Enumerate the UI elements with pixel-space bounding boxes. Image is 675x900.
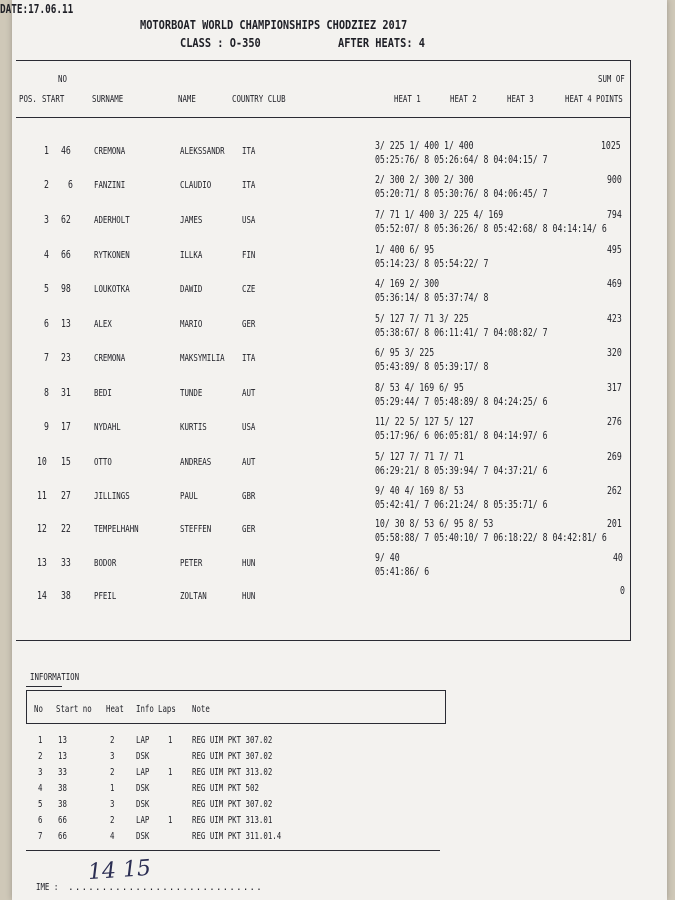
row-pos: 9 <box>43 421 49 433</box>
row-heat-times: 05:52:07/ 8 05:36:26/ 8 05:42:68/ 8 04:14:14/ 6 <box>375 223 607 235</box>
row-surname: ADERHOLT <box>94 215 130 226</box>
row-name: STEFFEN <box>180 524 212 535</box>
row-points: 262 <box>607 485 622 497</box>
info-row-info: LAP <box>136 815 150 826</box>
info-row-no: 3 <box>38 767 43 778</box>
row-surname: TEMPELHAHN <box>94 524 139 535</box>
row-pos: 14 <box>37 590 48 602</box>
row-heat-positions: 6/ 95 3/ 225 <box>375 347 435 359</box>
info-row-laps: 1 <box>168 815 173 826</box>
divider <box>26 686 62 687</box>
row-start: 23 <box>61 352 72 364</box>
row-surname: NYDAHL <box>94 422 121 433</box>
info-row-no: 1 <box>38 735 43 746</box>
info-row-note: REG UIM PKT 502 <box>192 783 259 794</box>
row-start: 66 <box>61 249 72 261</box>
time-dotted-line: ............................. <box>68 882 263 893</box>
row-points: 317 <box>607 382 622 394</box>
col-sum-top: SUM OF <box>598 74 625 85</box>
info-row-start: 38 <box>58 799 67 810</box>
row-country: HUN <box>242 591 256 602</box>
row-start: 17 <box>61 421 72 433</box>
info-row-note: REG UIM PKT 307.02 <box>192 751 273 762</box>
row-heat-positions: 5/ 127 7/ 71 7/ 71 <box>375 451 464 463</box>
row-name: ZOLTAN <box>180 591 207 602</box>
row-points: 201 <box>607 518 622 530</box>
row-name: DAWID <box>180 284 203 295</box>
row-pos: 8 <box>43 387 49 399</box>
row-pos: 13 <box>37 557 48 569</box>
row-surname: OTTO <box>94 457 112 468</box>
info-col-note: Note <box>192 704 210 715</box>
row-name: MARIO <box>180 319 203 330</box>
info-row-no: 7 <box>38 831 43 842</box>
row-country: AUT <box>242 457 256 468</box>
info-row-info: LAP <box>136 735 150 746</box>
col-heat4: HEAT 4 <box>565 94 592 105</box>
row-start: 27 <box>61 490 72 502</box>
row-name: PAUL <box>180 491 198 502</box>
row-heat-positions: 1/ 400 6/ 95 <box>375 244 435 256</box>
info-row-start: 38 <box>58 783 67 794</box>
row-points: 0 <box>619 585 625 597</box>
row-start: 22 <box>61 523 72 535</box>
col-heat1: HEAT 1 <box>394 94 421 105</box>
divider <box>16 640 631 641</box>
row-surname: CREMONA <box>94 146 126 157</box>
row-heat-times: 05:58:88/ 7 05:40:10/ 7 06:18:22/ 8 04:42:81/ 6 <box>375 532 607 544</box>
info-col-info: Info <box>136 704 154 715</box>
date-label: DATE:17.06.11 <box>0 2 74 16</box>
row-pos: 3 <box>43 214 49 226</box>
row-name: JAMES <box>180 215 203 226</box>
col-surname: SURNAME <box>92 94 124 105</box>
info-row-note: REG UIM PKT 311.01.4 <box>192 831 282 842</box>
row-points: 423 <box>607 313 622 325</box>
row-name: ALEKSSANDR <box>180 146 225 157</box>
info-row-info: DSK <box>136 783 150 794</box>
row-country: USA <box>242 215 256 226</box>
info-col-laps: Laps <box>158 704 176 715</box>
info-row-info: DSK <box>136 751 150 762</box>
row-start: 15 <box>61 456 72 468</box>
info-row-heat: 3 <box>110 799 115 810</box>
row-country: ITA <box>242 180 256 191</box>
info-col-start: Start no <box>56 704 92 715</box>
row-start: 33 <box>61 557 72 569</box>
row-points: 40 <box>613 552 624 564</box>
row-heat-times: 05:42:41/ 7 06:21:24/ 8 05:35:71/ 6 <box>375 499 548 511</box>
col-points: POINTS <box>596 94 623 105</box>
row-heat-times: 05:29:44/ 7 05:48:89/ 8 04:24:25/ 6 <box>375 396 548 408</box>
divider <box>26 850 440 851</box>
row-points: 269 <box>607 451 622 463</box>
time-label: IME : <box>36 882 59 893</box>
row-name: KURTIS <box>180 422 207 433</box>
row-pos: 11 <box>37 490 48 502</box>
row-name: ILLKA <box>180 250 203 261</box>
row-start: 46 <box>61 145 72 157</box>
divider <box>16 117 631 118</box>
info-col-heat: Heat <box>106 704 124 715</box>
info-row-start: 13 <box>58 735 67 746</box>
row-points: 900 <box>607 174 622 186</box>
row-heat-positions: 10/ 30 8/ 53 6/ 95 8/ 53 <box>375 518 494 530</box>
row-heat-times: 05:38:67/ 8 06:11:41/ 7 04:08:82/ 7 <box>375 327 548 339</box>
col-pos: POS. <box>19 94 37 105</box>
row-heat-positions: 7/ 71 1/ 400 3/ 225 4/ 169 <box>375 209 504 221</box>
row-start: 38 <box>61 590 72 602</box>
row-surname: CREMONA <box>94 353 126 364</box>
row-name: MAKSYMILIA <box>180 353 225 364</box>
row-surname: BODOR <box>94 558 117 569</box>
row-heat-positions: 8/ 53 4/ 169 6/ 95 <box>375 382 464 394</box>
info-row-heat: 2 <box>110 767 115 778</box>
row-heat-positions: 2/ 300 2/ 300 2/ 300 <box>375 174 474 186</box>
row-heat-times: 06:29:21/ 8 05:39:94/ 7 04:37:21/ 6 <box>375 465 548 477</box>
info-row-start: 13 <box>58 751 67 762</box>
row-surname: RYTKONEN <box>94 250 130 261</box>
row-pos: 6 <box>43 318 49 330</box>
info-col-no: No <box>34 704 43 715</box>
info-row-info: LAP <box>136 767 150 778</box>
info-row-laps: 1 <box>168 767 173 778</box>
row-name: TUNDE <box>180 388 203 399</box>
row-points: 469 <box>607 278 622 290</box>
col-heat3: HEAT 3 <box>507 94 534 105</box>
row-start: 13 <box>61 318 72 330</box>
info-row-note: REG UIM PKT 307.02 <box>192 799 273 810</box>
information-title: INFORMATION <box>30 672 80 683</box>
col-name: NAME <box>178 94 196 105</box>
class-label: CLASS : O-350 <box>180 36 261 50</box>
col-no-top: NO <box>58 74 67 85</box>
row-pos: 4 <box>43 249 49 261</box>
row-start: 62 <box>61 214 72 226</box>
row-country: USA <box>242 422 256 433</box>
row-surname: PFEIL <box>94 591 117 602</box>
row-name: ANDREAS <box>180 457 212 468</box>
row-pos: 2 <box>43 179 49 191</box>
row-country: FIN <box>242 250 256 261</box>
row-points: 1025 <box>600 140 621 152</box>
info-row-laps: 1 <box>168 735 173 746</box>
info-row-no: 6 <box>38 815 43 826</box>
info-row-heat: 2 <box>110 735 115 746</box>
divider <box>16 60 631 61</box>
row-heat-positions: 9/ 40 4/ 169 8/ 53 <box>375 485 464 497</box>
row-pos: 12 <box>37 523 48 535</box>
info-row-heat: 2 <box>110 815 115 826</box>
row-start: 6 <box>67 179 73 191</box>
row-country: AUT <box>242 388 256 399</box>
row-heat-times: 05:20:71/ 8 05:30:76/ 8 04:06:45/ 7 <box>375 188 548 200</box>
row-country: ITA <box>242 146 256 157</box>
row-country: GER <box>242 319 256 330</box>
page-title: MOTORBOAT WORLD CHAMPIONSHIPS CHODZIEZ 2017 <box>140 18 408 32</box>
row-name: CLAUDIO <box>180 180 212 191</box>
info-row-start: 66 <box>58 831 67 842</box>
after-heats-label: AFTER HEATS: 4 <box>338 36 425 50</box>
info-row-no: 4 <box>38 783 43 794</box>
row-heat-times: 05:41:86/ 6 <box>375 566 430 578</box>
row-start: 98 <box>61 283 72 295</box>
row-pos: 1 <box>43 145 49 157</box>
col-heat2: HEAT 2 <box>450 94 477 105</box>
info-row-no: 2 <box>38 751 43 762</box>
info-row-info: DSK <box>136 799 150 810</box>
info-row-heat: 1 <box>110 783 115 794</box>
row-heat-times: 05:17:96/ 6 06:05:81/ 8 04:14:97/ 6 <box>375 430 548 442</box>
col-start: START <box>42 94 65 105</box>
row-surname: LOUKOTKA <box>94 284 130 295</box>
row-name: PETER <box>180 558 203 569</box>
row-pos: 5 <box>43 283 49 295</box>
row-surname: ALEX <box>94 319 112 330</box>
info-row-heat: 4 <box>110 831 115 842</box>
info-row-start: 66 <box>58 815 67 826</box>
row-surname: BEDI <box>94 388 112 399</box>
row-pos: 10 <box>37 456 48 468</box>
row-points: 794 <box>607 209 622 221</box>
info-row-heat: 3 <box>110 751 115 762</box>
row-points: 276 <box>607 416 622 428</box>
info-row-info: DSK <box>136 831 150 842</box>
info-row-note: REG UIM PKT 313.02 <box>192 767 273 778</box>
row-points: 495 <box>607 244 622 256</box>
row-country: GBR <box>242 491 256 502</box>
row-country: GER <box>242 524 256 535</box>
row-start: 31 <box>61 387 72 399</box>
info-row-start: 33 <box>58 767 67 778</box>
row-pos: 7 <box>43 352 49 364</box>
row-heat-times: 05:36:14/ 8 05:37:74/ 8 <box>375 292 489 304</box>
row-heat-positions: 3/ 225 1/ 400 1/ 400 <box>375 140 474 152</box>
row-heat-positions: 11/ 22 5/ 127 5/ 127 <box>375 416 474 428</box>
row-heat-positions: 5/ 127 7/ 71 3/ 225 <box>375 313 469 325</box>
info-row-note: REG UIM PKT 307.02 <box>192 735 273 746</box>
row-surname: JILLINGS <box>94 491 130 502</box>
row-country: ITA <box>242 353 256 364</box>
handwritten-time: 14 15 <box>87 855 152 886</box>
row-surname: FANZINI <box>94 180 126 191</box>
row-country: HUN <box>242 558 256 569</box>
row-heat-positions: 4/ 169 2/ 300 <box>375 278 440 290</box>
col-country: COUNTRY CLUB <box>232 94 286 105</box>
info-row-note: REG UIM PKT 313.01 <box>192 815 273 826</box>
row-heat-times: 05:14:23/ 8 05:54:22/ 7 <box>375 258 489 270</box>
row-heat-positions: 9/ 40 <box>375 552 400 564</box>
info-row-no: 5 <box>38 799 43 810</box>
row-points: 320 <box>607 347 622 359</box>
row-heat-times: 05:43:89/ 8 05:39:17/ 8 <box>375 361 489 373</box>
row-country: CZE <box>242 284 256 295</box>
row-heat-times: 05:25:76/ 8 05:26:64/ 8 04:04:15/ 7 <box>375 154 548 166</box>
